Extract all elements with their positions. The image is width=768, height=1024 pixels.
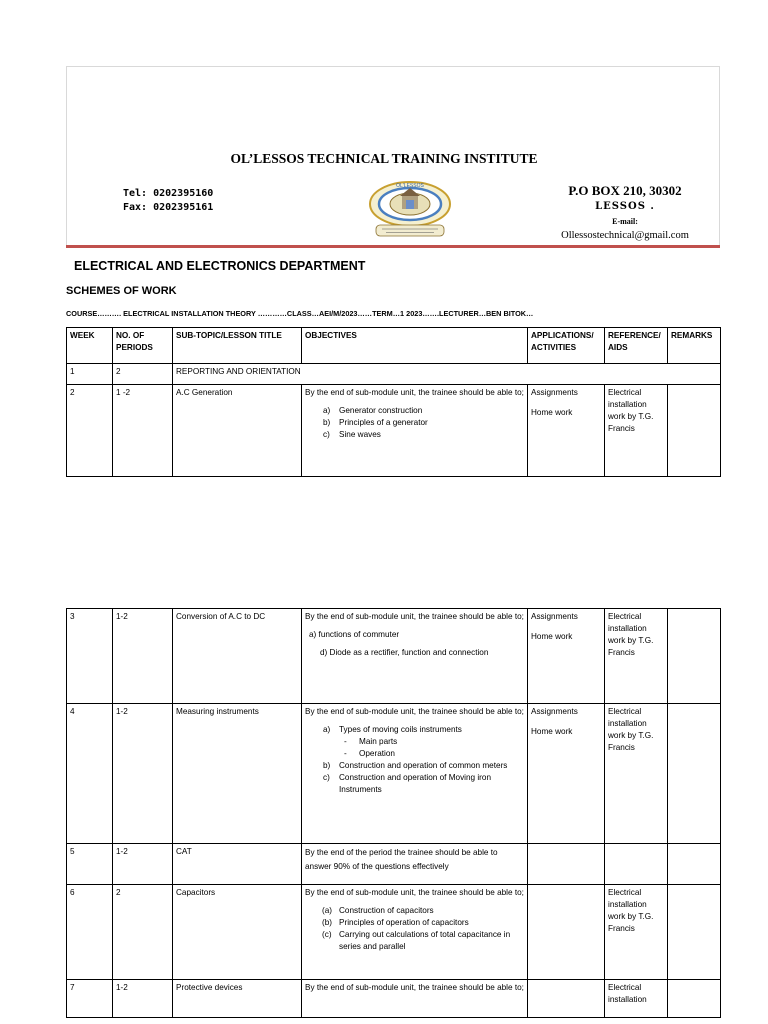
tel-number: Tel: 0202395160 [123,188,214,199]
email-label: E-mail: [612,217,638,226]
reference-cell: Electrical installation work by T.G. Francis [605,385,668,477]
schemes-table-continued [66,608,721,1018]
remarks-cell [668,844,721,885]
table-row [67,980,721,1018]
subtopic-cell: CAT [173,844,302,885]
remarks-cell [668,980,721,1018]
reference-cell: Electrical installation [605,980,668,1018]
email-address: Ollessostechnical@gmail.com [561,230,689,241]
periods-cell: 2 [113,885,173,980]
item-text: Types of moving coils instruments [339,725,462,734]
objectives-cell [302,609,528,704]
item-text: Operation [359,749,395,758]
list-item: a) functions of commuter [309,630,400,639]
po-box: P.O BOX 210, 30302 [568,183,682,198]
table-row [67,704,721,844]
institute-crest-logo [362,178,458,240]
header-divider [66,245,720,248]
item-text: Principles of a generator [339,418,428,427]
periods-cell: 1 -2 [113,385,173,477]
item-marker: b) [323,761,331,770]
item-marker: - [344,749,347,758]
list-item [305,417,524,429]
table-header-row [67,328,721,364]
objectives-list [305,905,524,953]
reference-cell: Electrical installation work by T.G. Francis [605,704,668,844]
applications-cell [528,704,605,844]
list-item [305,724,524,760]
subtopic-cell: Protective devices [173,980,302,1018]
table-row [67,364,721,385]
town: LESSOS . [595,201,655,212]
objectives-cell: By the end of sub-module unit, the trainee should be able to; [302,980,528,1018]
reference-cell: Electrical installation work by T.G. Francis [605,885,668,980]
table-row [67,885,721,980]
activity-homework: Home work [531,408,573,417]
applications-cell [528,385,605,477]
remarks-cell [668,885,721,980]
sub-list [339,736,524,760]
item-marker: (c) [322,930,332,939]
col-week: WEEK [67,328,113,364]
course-line: COURSE………. ELECTRICAL INSTALLATION THEORY …………CLASS…AEI/M/2023……TERM…1 2023…….LECTURER…BEN BITOK… [66,309,534,318]
activity-assignments: Assignments [531,388,578,397]
item-marker: - [344,737,347,746]
week-cell: 4 [67,704,113,844]
applications-cell [528,844,605,885]
list-item: d) Diode as a rectifier, function and connection [320,648,489,657]
subtopic-cell: Conversion of A.C to DC [173,609,302,704]
table-row [67,385,721,477]
col-remarks: REMARKS [668,328,721,364]
item-marker: c) [323,773,330,782]
objectives-list [305,724,524,796]
sub-item [339,736,524,748]
periods-cell: 1-2 [113,609,173,704]
col-objectives: OBJECTIVES [302,328,528,364]
list-item [305,905,524,917]
activity-homework: Home work [531,632,573,641]
institute-name: OL’LESSOS TECHNICAL TRAINING INSTITUTE [230,151,538,166]
subtopic-cell: Measuring instruments [173,704,302,844]
list-item [305,429,524,441]
item-text: Construction of capacitors [339,906,434,915]
activity-assignments: Assignments [531,707,578,716]
item-text: Sine waves [339,430,381,439]
remarks-cell [668,704,721,844]
item-marker: a) [323,725,331,734]
subtopic-cell: Capacitors [173,885,302,980]
item-marker: (b) [322,918,333,927]
schemes-table [66,327,721,477]
remarks-cell [668,609,721,704]
col-periods: NO. OF PERIODS [113,328,173,364]
postal-contacts [540,182,710,242]
periods-cell: 2 [113,364,173,385]
item-marker: a) [323,406,331,415]
list-item [305,760,524,772]
week-cell: 3 [67,609,113,704]
objectives-intro: By the end of sub-module unit, the trainee should be able to; [305,388,524,397]
periods-cell: 1-2 [113,980,173,1018]
week-cell: 2 [67,385,113,477]
list-item [305,405,524,417]
activity-homework: Home work [531,727,573,736]
reference-cell [605,844,668,885]
item-text: Construction and operation of common meters [339,761,508,770]
list-item [305,772,524,796]
table-row [67,844,721,885]
item-text: Construction and operation of Moving iron Instruments [339,773,492,794]
department-title: ELECTRICAL AND ELECTRONICS DEPARTMENT [74,259,366,273]
activity-assignments: Assignments [531,612,578,621]
list-item [305,929,524,953]
objectives-intro: By the end of sub-module unit, the trainee should be able to; [305,707,524,716]
svg-text:OL'LESSOS: OL'LESSOS [396,183,424,189]
week-cell: 6 [67,885,113,980]
objectives-cell [302,704,528,844]
subtopic-cell: REPORTING AND ORIENTATION [173,364,721,385]
objectives-intro: By the end of sub-module unit, the trainee should be able to; [305,888,524,897]
col-applications: APPLICATIONS/ ACTIVITIES [528,328,605,364]
fax-number: Fax: 0202395161 [123,202,214,213]
list-item [305,917,524,929]
week-cell: 5 [67,844,113,885]
item-text: Main parts [359,737,398,746]
periods-cell: 1-2 [113,704,173,844]
phone-contacts [123,187,213,215]
objectives-cell [302,385,528,477]
week-cell: 7 [67,980,113,1018]
objectives-cell [302,885,528,980]
objectives-intro: By the end of sub-module unit, the trainee should be able to; [305,612,524,621]
item-marker: c) [323,430,330,439]
remarks-cell [668,385,721,477]
objectives-list [305,405,524,441]
item-marker: (a) [322,906,333,915]
reference-cell: Electrical installation work by T.G. Francis [605,609,668,704]
subtopic-cell: A.C Generation [173,385,302,477]
applications-cell [528,980,605,1018]
item-marker: b) [323,418,331,427]
item-text: Generator construction [339,406,423,415]
table-row [67,609,721,704]
col-subtopic: SUB-TOPIC/LESSON TITLE [173,328,302,364]
item-text: Carrying out calculations of total capacitance in series and parallel [339,930,511,951]
schemes-title: SCHEMES OF WORK [66,285,177,297]
sub-item [339,748,524,760]
col-reference: REFERENCE/ AIDS [605,328,668,364]
item-text: Principles of operation of capacitors [339,918,469,927]
objectives-cell: By the end of the period the trainee should be able to answer 90% of the questions effectively [302,844,528,885]
applications-cell [528,609,605,704]
applications-cell [528,885,605,980]
periods-cell: 1-2 [113,844,173,885]
week-cell: 1 [67,364,113,385]
